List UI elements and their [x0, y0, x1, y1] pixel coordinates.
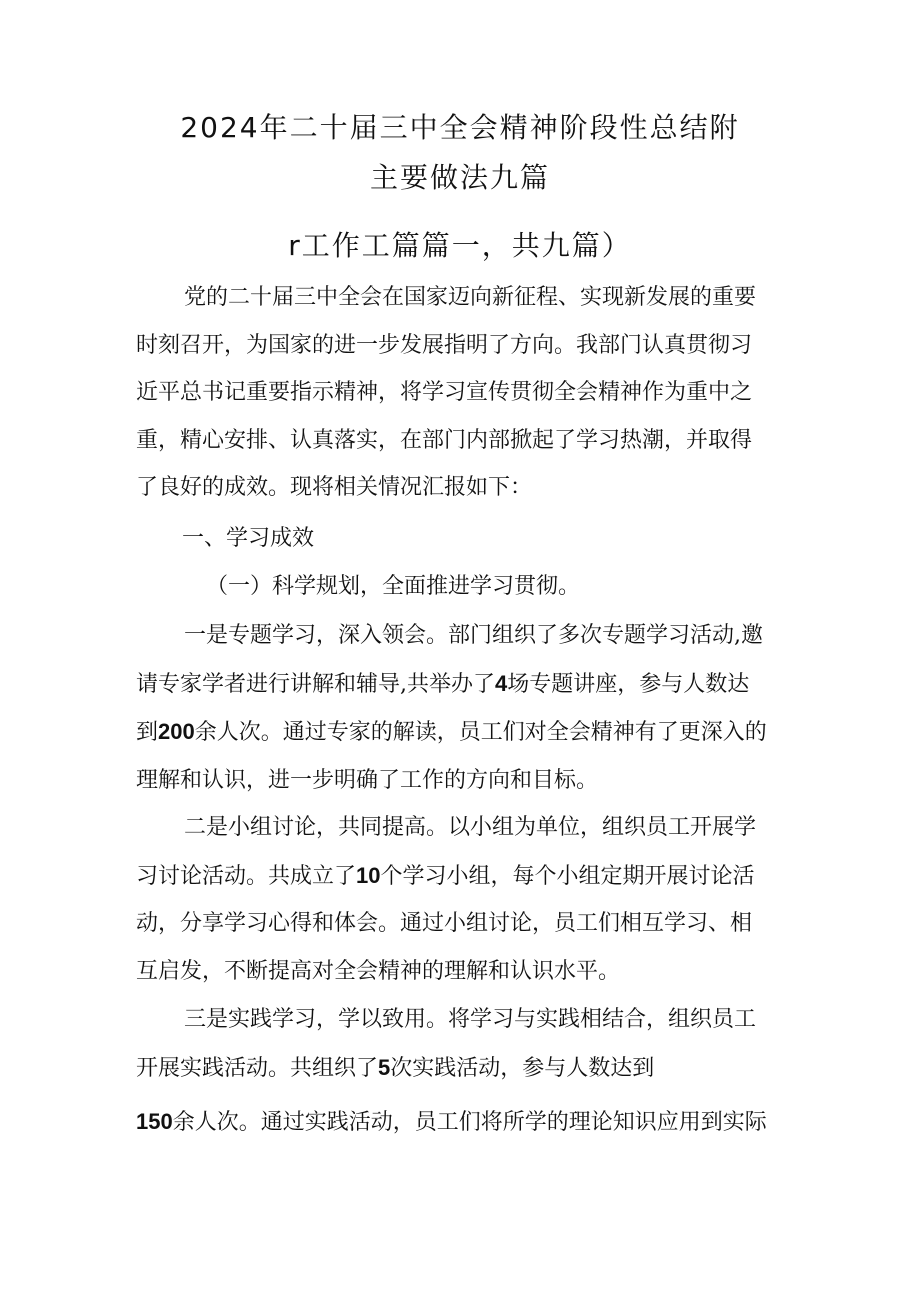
- item-1-line-2: [136, 660, 796, 709]
- activity-count: 5: [378, 1054, 391, 1080]
- intro-line-4: 重，精心安排、认真落实，在部门内部掀起了学习热潮，并取得: [136, 427, 753, 453]
- item-1-line-3-text-a: 到: [136, 720, 159, 746]
- intro-paragraph: [136, 274, 796, 512]
- group-count: 10: [356, 862, 381, 888]
- item-3-line-2-text-a: 开展实践活动。共组织了: [136, 1055, 379, 1081]
- item-3-line-3-text-b: 余人次。通过实践活动，员工们将所学的理论知识应用到实际: [172, 1110, 767, 1135]
- item-2-line-3: 动，分享学习心得和体会。通过小组讨论，员工们相互学习、相: [136, 911, 753, 937]
- item-1-line-2-text-b: 场专题讲座，参与人数达: [507, 671, 750, 697]
- section-heading-1: 一、学习成效: [182, 526, 315, 551]
- item-1-line-3-text-b: 余人次。通过专家的解读，员工们对全会精神有了更深入的: [194, 720, 767, 746]
- intro-line-1: 党的二十届三中全会在国家迈向新征程、实现新发展的重要: [184, 285, 757, 310]
- item-2-line-2: [136, 852, 796, 901]
- document-title-line-2: 主要做法九篇: [369, 161, 550, 194]
- document-subtitle: r工作工篇篇一，共九篇）: [288, 229, 632, 262]
- item-3-line-2: [136, 1044, 796, 1093]
- item-1-line-4: 理解和认识，进一步明确了工作的方向和目标。: [136, 767, 599, 793]
- intro-line-3: 近平总书记重要指示精神，将学习宣传贯彻全会精神作为重中之: [136, 380, 753, 406]
- participant-count-2: 150: [136, 1109, 173, 1134]
- participant-count-1: 200: [158, 719, 195, 745]
- item-1-line-2-text-a: 请专家学者进行讲解和辅导,共举办了: [136, 671, 495, 697]
- item-3-paragraph: [136, 996, 796, 1092]
- item-3-line-1: 三是实践学习，学以致用。将学习与实践相结合，组织员工: [184, 1007, 757, 1032]
- item-2-line-1: 二是小组讨论，共同提高。以小组为单位，组织员工开展学: [184, 815, 757, 840]
- item-1-paragraph: [136, 612, 796, 804]
- subsection-heading-1: （一）科学规划，全面推进学习贯彻。: [206, 574, 581, 599]
- intro-line-2: 时刻召开，为国家的进一步发展指明了方向。我部门认真贯彻习: [136, 332, 753, 358]
- item-2-line-2-text-b: 个学习小组，每个小组定期开展讨论活: [380, 863, 755, 889]
- item-2-paragraph: [136, 804, 796, 995]
- item-1-line-3: [136, 708, 796, 757]
- lecture-count: 4: [495, 670, 508, 696]
- intro-line-5: 了良好的成效。现将相关情况汇报如下：: [136, 475, 533, 501]
- item-2-line-4: 互启发，不断提高对全会精神的理解和认识水平。: [136, 958, 621, 984]
- item-3-line-3: [136, 1098, 796, 1147]
- item-1-line-1: 一是专题学习，深入领会。部门组织了多次专题学习活动,邀: [184, 623, 763, 648]
- document-title-line-1: 2024年二十届三中全会精神阶段性总结附: [180, 111, 740, 144]
- item-2-line-2-text-a: 习讨论活动。共成立了: [136, 863, 357, 889]
- item-3-line-2-text-b: 次实践活动，参与人数达到: [390, 1055, 655, 1081]
- item-3-continuation: [136, 1098, 796, 1147]
